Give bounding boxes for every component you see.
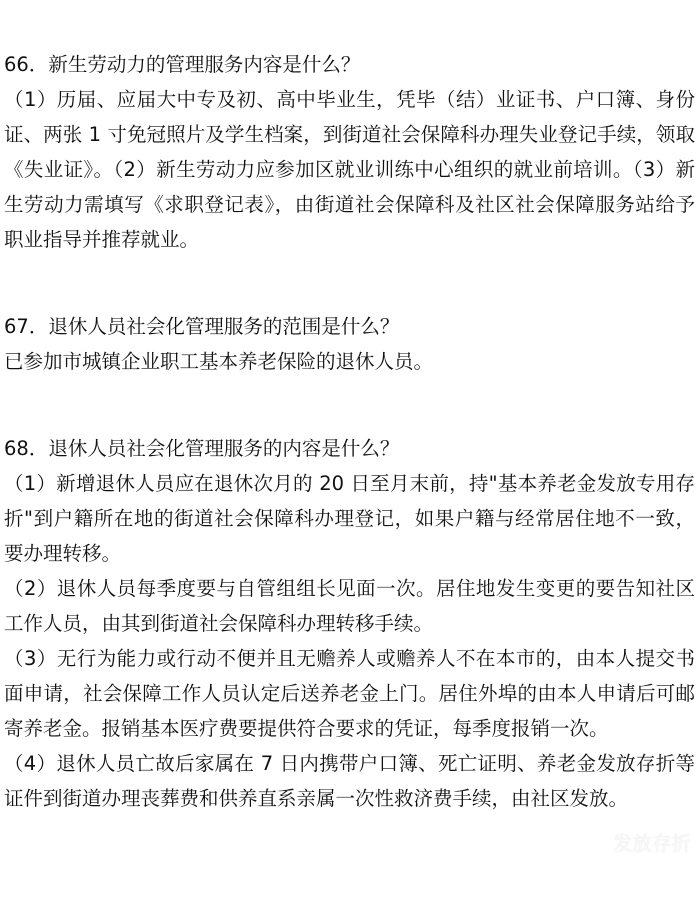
question-title: 66．新生劳动力的管理服务内容是什么？ (4, 53, 361, 76)
watermark-text: 发放存折 (612, 832, 691, 855)
section-68 (4, 431, 695, 816)
section-67 (4, 309, 695, 379)
section-spacer (4, 379, 695, 431)
question-title: 68．退休人员社会化管理服务的内容是什么？ (4, 437, 400, 460)
answer-paragraph: 已参加市城镇企业职工基本养老保险的退休人员。 (4, 350, 434, 373)
answer-paragraph: （3）无行为能力或行动不便并且无赡养人或赡养人不在本市的，由本人提交书面申请，社会保障工作人员认定后送养老金上门。居住外埠的由本人申请后可邮寄养老金。报销基本医疗费要提供符合要求的凭证，每季度报销一次。 (4, 647, 695, 740)
section-66 (4, 47, 695, 257)
section-spacer (4, 257, 695, 309)
answer-paragraph: （2）退休人员每季度要与自管组组长见面一次。居住地发生变更的要告知社区工作人员，由其到街道社会保障科办理转移手续。 (4, 577, 695, 635)
answer-paragraph: （4）退休人员亡故后家属在 7 日内携带户口簿、死亡证明、养老金发放存折等证件到街道办理丧葬费和供养直系亲属一次性救济费手续，由社区发放。 (4, 752, 695, 810)
answer-paragraph: （1）历届、应届大中专及初、高中毕业生，凭毕（结）业证书、户口簿、身份证、两张 1 寸免冠照片及学生档案，到街道社会保障科办理失业登记手续，领取《失业证》。（2）新生劳动力应参加区就业训练中心组织的就业前培训。（3）新生劳动力需填写《求职登记表》，由街道社会保障科及社区社会保障服务站给予职业指导并推荐就业。 (4, 88, 695, 251)
answer-paragraph: （1）新增退休人员应在退休次月的 20 日至月末前，持"基本养老金发放专用存折"到户籍所在地的街道社会保障科办理登记，如果户籍与经常居住地不一致，要办理转移。 (4, 472, 695, 565)
question-title: 67．退休人员社会化管理服务的范围是什么？ (4, 315, 400, 338)
